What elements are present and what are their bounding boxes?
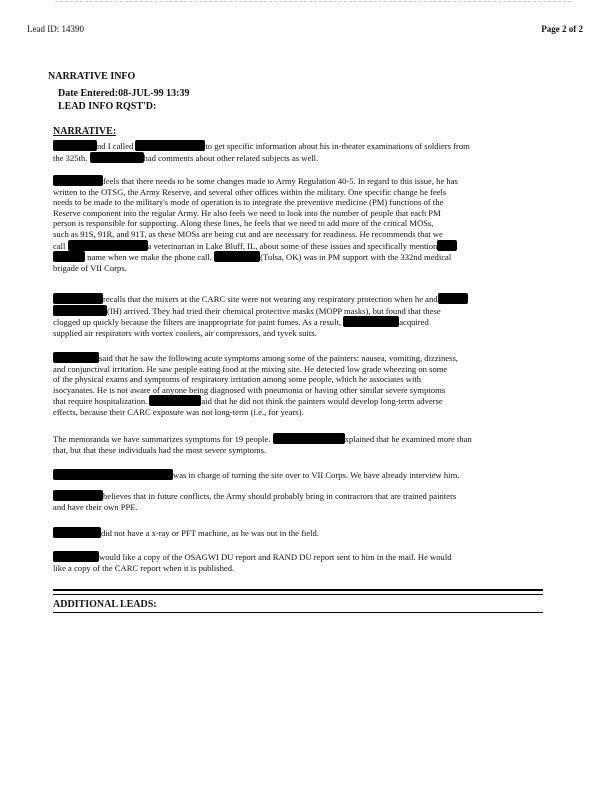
redaction [438,293,468,304]
redaction [53,293,103,304]
redaction [273,433,345,444]
redaction [135,140,205,151]
date-entered-label: Date Entered: [58,88,119,99]
section-divider [53,589,543,591]
redaction [53,175,103,186]
paragraph-7: believes that in future conflicts, the Army should probably bring in contractors that are trained painters and have their own PPE. [53,491,457,512]
redaction [149,395,201,406]
redaction [53,527,101,538]
paragraph-2: feels that there needs to be some changes made to Army Regulation 40-5. In regard to this issue, he has written to the OTSG, the Army Reserve, and several other offices within the military. One specific change he feels needs to be made to the military's mode of operation is to integrate the preventive medicine (PM) functions of the Reserve component into the regular Army. He also feels we need to look into the number of people that each PM person is responsible for supporting. Along these lines, he feels that we need to add more of the critical MOSs, such as 91S, 91R, and 91T, as these MOSs are being cut and are necessary for readiness. He recommends that we call a veterinarian in Lake Bluff, IL, about some of these issues and specifically mention name when we make the phone call. (Tulsa, OK) was in PM support with the 332nd medical brigade of VII Corps. [53,176,458,273]
paragraph-6: was in charge of turning the site over to VII Corps. We have already interview him. [53,469,547,481]
paragraph-5: The memoranda we have summarizes symptoms for 19 people. xplained that he examined more than that, but that these individuals had the most severe symptoms. [53,434,472,455]
date-entered-value: 08-JUL-99 13:39 [118,88,190,99]
paragraph-8: did not have a x-ray or PFT machine, as he was out in the field. [53,527,547,539]
lead-info-rqstd: LEAD INFO RQST'D: [58,101,157,112]
redaction [53,352,99,363]
date-entered [58,88,189,99]
redaction [343,316,399,327]
page-number: Page 2 of 2 [541,24,583,34]
redaction [53,140,97,151]
redaction [53,551,99,562]
redaction [53,251,85,262]
redaction [90,152,144,163]
redaction [68,240,148,251]
narrative-heading: NARRATIVE: [53,126,117,137]
section-divider [53,612,543,613]
section-divider [53,594,543,595]
top-scan-border [55,1,571,2]
paragraph-9: would like a copy of the OSAGWI DU report and RAND DU report sent to him in the mail. He would like a copy of the CARC report when it is published. [53,552,452,573]
paragraph-4: said that he saw the following acute symptoms among some of the painters: nausea, vomiting, dizziness, and conjunctival irritation. He saw people eating food at the mixing site. He detected low grade wheezing on some of the physical exams and symptoms of respiratory irritation among some people, which he associates with isocyanates. He is not aware of anyone being diagnosed with pneumonia or having other similar severe symptoms that require hospitalization. aid that he did not think the painters would develop long-term adverse effects, because their CARC exposure was not long-term (i.e., for years). [53,353,458,417]
redaction [437,240,457,251]
paragraph-3: recalls that the mixers at the CARC site were not wearing any respiratory protection when he and (IH) arrived. They had tried their chemical protective masks (MOPP masks), but found that these clogged up quickly because the filters are inappropriate for paint fumes. As a result, acquired supplied air respirators with vortex coolers, air compressors, and tyvek suits. [53,293,547,338]
narrative-info-heading: NARRATIVE INFO [48,71,136,82]
redaction [53,490,103,501]
lead-id: Lead ID: 14390 [27,24,84,34]
redaction [53,469,173,480]
paragraph-1: nd I called to get specific information about his in-theater examinations of soldiers from the 325th. had comments about other related subjects as well. [53,141,470,163]
redaction [53,305,107,316]
additional-leads-heading: ADDITIONAL LEADS: [53,599,157,610]
redaction [214,251,260,262]
